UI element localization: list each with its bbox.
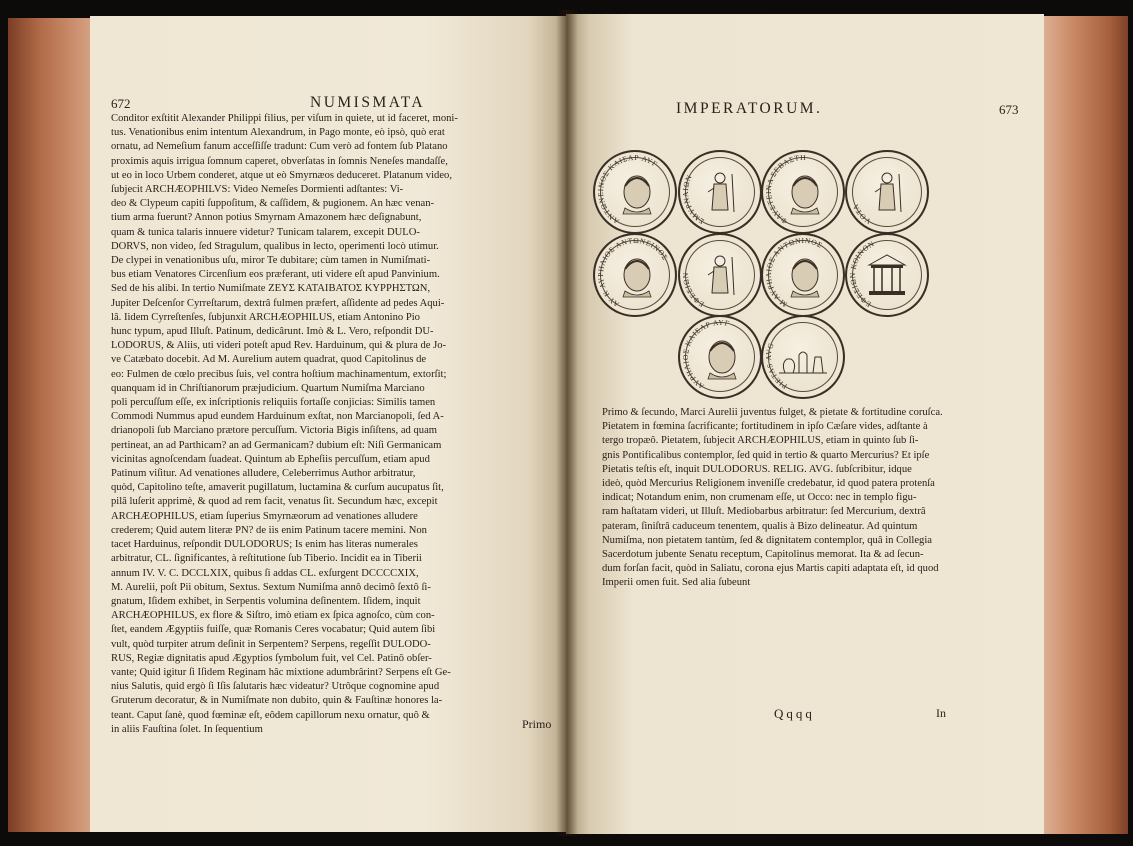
text-line: hunc typum, apud Illuſt. Patinum, dedicârunt. Imò & L. Vero, reſpondit DU-: [111, 326, 434, 338]
coin-3: [761, 150, 845, 234]
coin-legend: PIETAS AVG: [763, 341, 789, 391]
coin-legend: ΦΑΥΣΤΕΙΝΑ ΣΕΒΑΣΤΗ: [763, 152, 807, 226]
text-line: tium arma fuerunt? Annon potius Smyrnam Amazonem hæc deſignabunt,: [111, 212, 422, 224]
text-line: ARCHÆOPHILUS, etiam ſuperius Smyrnæorum ad venationes alludere: [111, 510, 418, 522]
coin-legend: ΕΦΕΣΙΩΝ: [681, 272, 706, 309]
coin-8: [845, 233, 929, 317]
text-line: ram haſtatam videri, ut Illuſt. Mediobarbus arbitratur: ſed Mercurium, dextrâ: [602, 506, 926, 518]
book-gutter: [556, 10, 578, 836]
text-line: LODORUS, & Aliis, uti videri poteſt apud Rev. Harduinum, qui & plura de Jo-: [111, 340, 447, 352]
page-number-left: 672: [111, 96, 131, 111]
coin-7: [761, 233, 845, 317]
coin-image: [680, 235, 760, 315]
coin-5: [593, 233, 677, 317]
catchword-right: In: [936, 706, 946, 720]
text-line: quam & tunica talaris innuere videtur? Tunicam talarem, excepit DULO-: [111, 226, 420, 238]
text-line: bus etiam Venatores Circenſium eos præferant, uti videre eſt apud Panvinium.: [111, 269, 440, 281]
text-line: gnatum, Iſidem exhibet, in Serpentis volumina deſinentem. Iſidem, inquit: [111, 595, 421, 607]
coin-legend: ΑΥΡΗΛΙΟΣ ΚΑΙΣΑΡ ΑΥΓ: [681, 317, 731, 391]
text-line: pateram, ſiniſtrâ caduceum tenentem, qualis à Bizo delineatur. Ad quintum: [602, 520, 918, 532]
coin-image: [680, 317, 760, 397]
coin-image: [847, 235, 927, 315]
text-line: quanquam id in Chriſtianorum præjudicium. Quartum Numiſma Marciano: [111, 382, 425, 394]
right-body-text: [602, 406, 1017, 591]
text-line: Sed de his alibi. In tertio Numiſmate ΖΕΥΣ ΚΑΤΑΙΒΑΤΟΣ ΚΥΡΡΗΣΤΩΝ,: [111, 283, 431, 295]
coin-legend: VOTA: [850, 202, 873, 226]
text-line: vult, quòd turpiter atrum deſinit in Serpentem? Serpens, regeſſit DULODO-: [111, 638, 431, 650]
right-page: [566, 14, 1044, 834]
text-line: M. Aurelii, poſt Pii obitum, Sextus. Sextum Numiſma annô decimô ſextô ſi-: [111, 581, 431, 593]
text-line: ornatu, ad Nemeſium fanum acceſſiſſe tradunt: Cum verò ad fontem ſub Platano: [111, 141, 448, 153]
text-line: drianopoli ſub Marciano prætore percuſſum. Victoria Bigis inſiſtens, ad quam: [111, 425, 438, 437]
book-binding-right: [1040, 16, 1128, 834]
book-binding-left: [8, 18, 98, 832]
text-line: Imperii omen fuit. Sed alia ſubeunt: [602, 577, 751, 589]
coin-9: [678, 315, 762, 399]
text-line: ſubjecit ARCHÆOPHILVS: Video Nemeſes Dormienti adſtantes: Vi-: [111, 184, 404, 196]
coin-image: [680, 152, 760, 232]
text-line: proximis aquis irrigua ſomnum caperet, obverſatas in ſomnis Neneſes mandaſſe,: [111, 155, 448, 167]
text-line: annum IV. V. C. DCCLXIX, quibus ſi addas CL. exſurgent DCCCCXIX,: [111, 567, 419, 579]
text-line: Gruterum decoratur, & in Numiſmate non dubito, quin & Fauſtinæ honores la-: [111, 695, 443, 707]
coin-image: [595, 152, 675, 232]
text-line: Pietatem in fœmina ſacrificante; fortitudinem in ipſo Cæſare vides, adſtante à: [602, 421, 928, 433]
text-line: crederem; Quid autem literæ PN? de iis enim Patinum tacere memini. Non: [111, 524, 427, 536]
running-head-left: NUMISMATA: [310, 94, 426, 111]
text-line: tacet Harduinus, reſpondit DULODORUS; Is enim has literas numerales: [111, 539, 418, 551]
text-line: DORVS, non video, ſed Stragulum, qualibus in lecto, operimenti locò utimur.: [111, 240, 439, 252]
left-body-text: [111, 112, 544, 737]
text-line: Commodi Nummus apud eundem Harduinum exſtat, non Marcianopoli, ſed A-: [111, 411, 444, 423]
coin-legend: ΣΜΥΡΝΑΙΩΝ: [680, 173, 706, 226]
coin-image: [847, 152, 927, 232]
text-line: ideò, quòd Mercurius Religionem inveniſſe credebatur, id quod patera protenſa: [602, 478, 935, 490]
text-line: Jupiter Deſcenſor Cyrreſtarum, dextrâ fulmen præfert, aſſidente ad pedes Aqui-: [111, 297, 445, 309]
text-line: RUS, Regiæ dignitatis apud Ægyptios ſymbolum fuit, vel Cel. Patinô obſer-: [111, 652, 432, 664]
text-line: Conditor exſtitit Alexander Philippi filius, per viſum in quiete, ut id faceret, moni-: [111, 113, 458, 124]
coin-6: [678, 233, 762, 317]
text-line: poli percuſſum eſſe, ex inſcriptionis reliquiis fortaſſe conjicias: Similis tamen: [111, 397, 436, 409]
text-line: dum forſan facit, quòd in Saliatu, corona ejus Martis capiti adaptata eſt, id quod: [602, 563, 939, 575]
text-line: lâ. Iidem Cyrreſtenſes, ſubjunxit ARCHÆOPHILUS, etiam Antonino Pio: [111, 311, 420, 323]
text-line: Pietatis teſtis eſt, inquit DULODORUS. RELIG. AVG. ſubſcribitur, idque: [602, 463, 912, 475]
coin-legend: ΑΥ Κ ΑΥΡΗΛΙΟΣ ΑΝΤΩΝΕΙΝΟΣ: [596, 235, 670, 309]
text-line: Numiſma, non pietatem tantùm, ſed & dignitatem contemplor, quâ in Collegia: [602, 534, 932, 546]
text-line: teant. Caput ſanè, quod fœminæ eſt, eôdem capillorum nexu ornatur, quô &: [111, 709, 430, 721]
text-line: Patinum viſitur. Ad venationes alludere, Celeberrimus Author arbitratur,: [111, 468, 416, 480]
text-line: pilâ luſerit apprimè, & quod ad rem facit, venatus ſit. Secundum hæc, excepit: [111, 496, 438, 508]
catchword-left: Primo: [522, 717, 552, 731]
text-line: eo: Fulmen de cœlo precibus ſuis, vel contra hoſtium machinamentum, extorſit;: [111, 368, 447, 380]
signature-mark: Qqqq: [774, 706, 815, 721]
text-line: tergo tropæô. Pietatem, ſubjecit ARCHÆOPHILUS, etiam in quinto ſub ſi-: [602, 435, 919, 447]
text-line: tus. Venationibus enim intentum Alexandrum, in Pago monte, eò ipsò, quò erat: [111, 127, 445, 139]
coin-1: [593, 150, 677, 234]
text-line: deo & Clypeum capiti ſuppoſitum, & caſſidem, & pugionem. An hæc venan-: [111, 198, 435, 210]
text-line: arbitratur, CL. ſignificantes, à reſtitutione ſub Tiberio. Incidit ea in Tiberii: [111, 553, 422, 565]
text-line: ſtet, eandem Ægyptiis fuiſſe, quæ Romanis Ceres vocabatur; Quid autem ſibi: [111, 624, 436, 636]
coin-legend: Μ ΑΥΡΗΛΙΟΣ ΑΝΤΩΝΙΝΟΣ: [764, 235, 825, 309]
text-line: ve Catæbato docebit. Ad M. Aurelium autem quadrat, quod Capitolinus de: [111, 354, 427, 366]
coin-image: [763, 235, 843, 315]
text-line: vante; Quid igitur ſi Iſidem Reginam hâc mixtione adumbrârint? Serpens eſt Ge-: [111, 666, 451, 678]
coin-4: [845, 150, 929, 234]
text-line: indicat; Notandum enim, non crumenam eſſe, ut Occo: nec in templo figu-: [602, 492, 917, 504]
text-line: ARCHÆOPHILUS, ex flore & Siſtro, imò etiam ex ſpica agnoſco, cùm con-: [111, 610, 435, 622]
text-line: pertineat, an ad Parthicam? an ad Germanicam? dubium eſt: Niſi Germanicam: [111, 439, 442, 451]
text-line: Primo & ſecundo, Marci Aurelii juventus fulget, & pietate & fortitudine coruſca.: [602, 407, 943, 418]
text-line: quòd, Capitolino teſte, amaverit pugillatum, luctamina & curſum aucupatus ſit,: [111, 482, 444, 494]
coin-10: [761, 315, 845, 399]
text-line: gnis Pontificalibus contemplor, ſed quid in tertio & quarto Mercurius? Et ipſe: [602, 449, 930, 461]
text-line: De clypei in venationibus uſu, miror Te dubitare; cùm tamen in Numiſmati-: [111, 255, 431, 267]
coin-image: [763, 152, 843, 232]
text-line: ut eo in loco Urbem conderet, atque ut eò Smyrnæos deduceret. Platanum video,: [111, 169, 452, 181]
coin-2: [678, 150, 762, 234]
left-page: [90, 16, 566, 832]
coin-legend: ΕΦΕΣΙΩΝ ΚΟΙΝΟΝ: [848, 238, 876, 309]
running-head-right: IMPERATORUM.: [676, 100, 823, 117]
coin-image: [595, 235, 675, 315]
text-line: Sacerdotum jubente Senatu receptum, Capitolinus memorat. Ita & ad ſecun-: [602, 549, 924, 561]
coin-image: [763, 317, 843, 397]
coin-legend: ΑΝΤΩΝΕΙΝΟΣ ΚΑΙΣΑΡ ΑΥΓ: [595, 152, 660, 226]
text-line: nius Salutis, quid ergò ſi Iſis ſalutaris hæc videatur? Utrôque cognomine apud: [111, 681, 440, 693]
text-line: in aliis Fauſtina ſolet. In ſequentium: [111, 723, 263, 735]
text-line: vicinitas agnoſcendam ſuadeat. Quintum ab Epheſiis percuſſum, etiam apud: [111, 453, 430, 465]
page-number-right: 673: [999, 102, 1019, 117]
